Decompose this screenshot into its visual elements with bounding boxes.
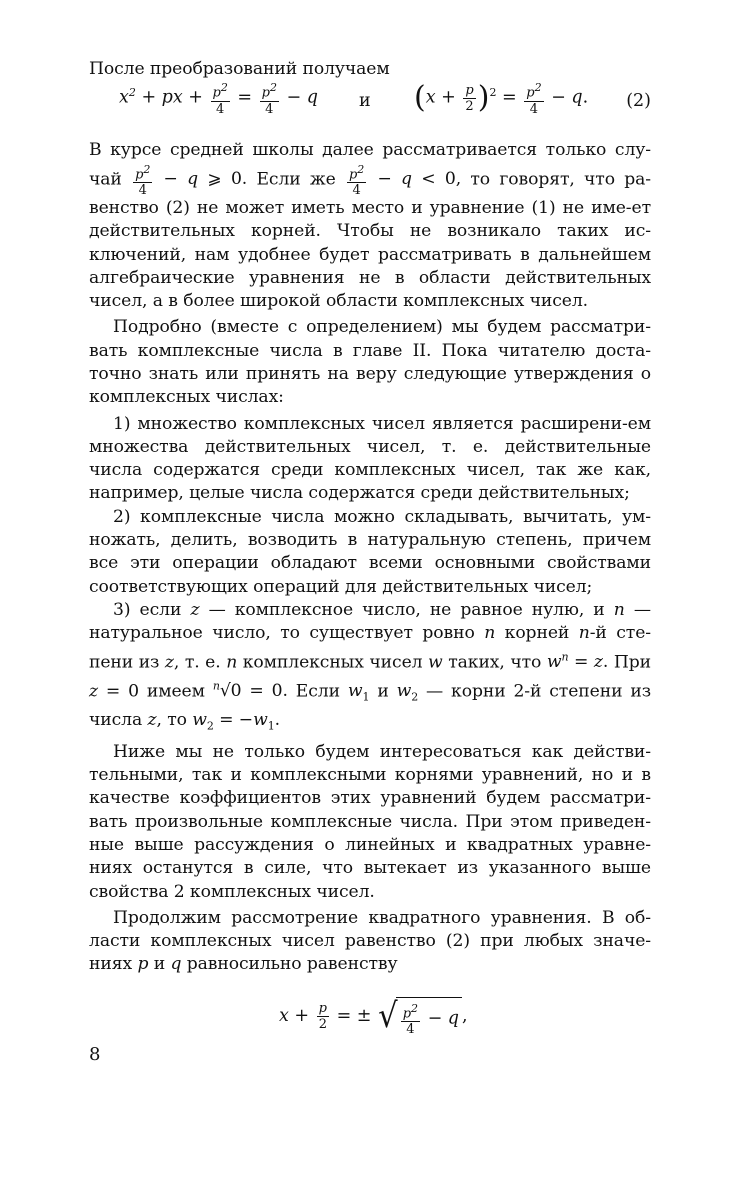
paragraph-continue-quadratic: Продолжим рассмотрение квадратного уравнения. В об-ласти комплексных чисел равенство (2) при любых значе-ниях p и q равносильно равенству (89, 907, 651, 975)
list-item-1: 1) множество комплексных чисел является расширени-ем множества действительных чисел, т. е. действительные числа содержатся среди комплексных чисел, так же как, например, целые числа содержатся среди действительных; (89, 413, 651, 504)
equation-root (89, 983, 651, 1059)
paragraph-school-course: В курсе средней школы далее рассматривается только слу-чай $\frac{p^2}{4}$ − q ⩾ 0. Если же $\frac{p^2}{4}$ − q < 0, то говорят, что ра-венство (2) не может иметь место и уравнение (1) не име-ет действительных корней. Чтобы не возникало таких ис-ключений, нам удобнее будет рассматривать в дальнейшем алгебраические уравнения не в области действительных чисел, а в более широкой области комплексных чисел. (89, 140, 652, 312)
equation-2-right: (x + $\frac{p}{2}$ )$^2$ = $\frac{p^2}{4}$ − q. (414, 80, 589, 117)
equation-2-number: (2) (626, 91, 651, 112)
equation-root-formula: x + $\frac{p}{2}$ = ± √ $\frac{p^2}{4}$ − q , (279, 996, 468, 1038)
page-body (89, 58, 651, 1059)
equation-2-and: и (359, 91, 371, 112)
paragraph-complex-intro: Подробно (вместе с определением) мы будем рассматри-вать комплексные числа в главе II. Пока читателю доста-точно знать или принять на веру следующие утверждения о комплексных числах: (89, 317, 651, 408)
list-item-2: 2) комплексные числа можно складывать, вычитать, ум-ножать, делить, возводить в натуральную степень, причем все эти операции обладают всеми основными свойствами соответствующих операций для действительных чисел; (89, 506, 651, 597)
page-number: 8 (89, 1044, 101, 1065)
equation-2 (89, 81, 651, 139)
list-item-3: 3) если z — комплексное число, не равное нулю, и n — натуральное число, то существует ровно n корней n-й сте-пени из z, т. е. n комплексных чисел w таких, что $w^n = z$. При z = 0 имеем $^n$√0 = 0. Если $w_1$ и $w_2$ — корни 2-й степени из числа z, то $w_2 = -w_1$. (89, 599, 651, 733)
equation-2-left: $x^2$ + px + $\frac{p^2}{4}$ = $\frac{p^2}{4}$ − q (119, 81, 318, 117)
intro-line: После преобразований получаем (89, 59, 390, 79)
paragraph-coefficients: Ниже мы не только будем интересоваться как действи-тельными, так и комплексными корнями уравнений, но и в качестве коэффициентов этих уравнений будем рассматри-вать произвольные комплексные числа. При этом приведен-ные выше рассуждения о линейных и квадратных уравне-ниях останутся в силе, что вытекает из указанного выше свойства 2 комплексных чисел. (89, 741, 651, 902)
